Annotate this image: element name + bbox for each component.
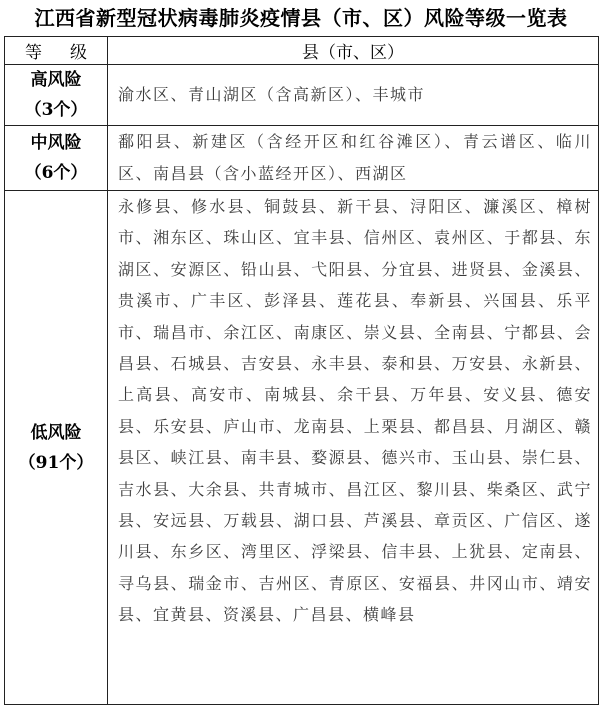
level-name-medium: 中风险 <box>30 133 82 153</box>
level-name-low: 低风险 <box>30 422 82 443</box>
level-count-low: （91个） <box>18 452 94 473</box>
table-row-high-risk <box>5 65 599 126</box>
table-header-row <box>5 37 599 65</box>
level-cell-low <box>5 191 108 705</box>
risk-level-table <box>4 36 599 705</box>
header-level <box>5 37 115 65</box>
level-name-high: 高风险 <box>30 70 82 90</box>
table-row-medium-risk <box>5 126 599 191</box>
header-area: 县（市、区） <box>108 37 599 65</box>
page-title: 江西省新型冠状病毒肺炎疫情县（市、区）风险等级一览表 <box>34 6 568 30</box>
header-level-label: 等级 <box>25 43 115 63</box>
level-cell-high <box>5 65 108 126</box>
level-count-medium: （6个） <box>24 163 88 183</box>
area-list-high: 渝水区、青山湖区（含高新区）、丰城市 <box>108 65 599 126</box>
level-count-high: （3个） <box>24 100 88 120</box>
area-list-medium: 鄱阳县、新建区（含经开区和红谷滩区）、青云谱区、临川区、南昌县（含小蓝经开区）、西湖区 <box>108 126 599 191</box>
level-cell-medium <box>5 126 108 191</box>
table-row-low-risk <box>5 191 599 705</box>
area-list-low: 永修县、修水县、铜鼓县、新干县、浔阳区、濂溪区、樟树市、湘东区、珠山区、宜丰县、信州区、袁州区、于都县、东湖区、安源区、铅山县、弋阳县、分宜县、进贤县、金溪县、贵溪市、广丰区、彭泽县、莲花县、奉新县、兴国县、乐平市、瑞昌市、余江区、南康区、崇义县、全南县、宁都县、会昌县、石城县、吉安县、永丰县、泰和县、万安县、永新县、上高县、高安市、南城县、余干县、万年县、安义县、德安县、乐安县、庐山市、龙南县、上栗县、都昌县、月湖区、赣县区、峡江县、南丰县、婺源县、德兴市、玉山县、崇仁县、吉水县、大余县、共青城市、昌江区、黎川县、柴桑区、武宁县、安远县、万载县、湖口县、芦溪县、章贡区、广信区、遂川县、东乡区、湾里区、浮梁县、信丰县、上犹县、定南县、寻乌县、瑞金市、吉州区、青原区、安福县、井冈山市、靖安县、宜黄县、资溪县、广昌县、横峰县 <box>108 191 599 705</box>
